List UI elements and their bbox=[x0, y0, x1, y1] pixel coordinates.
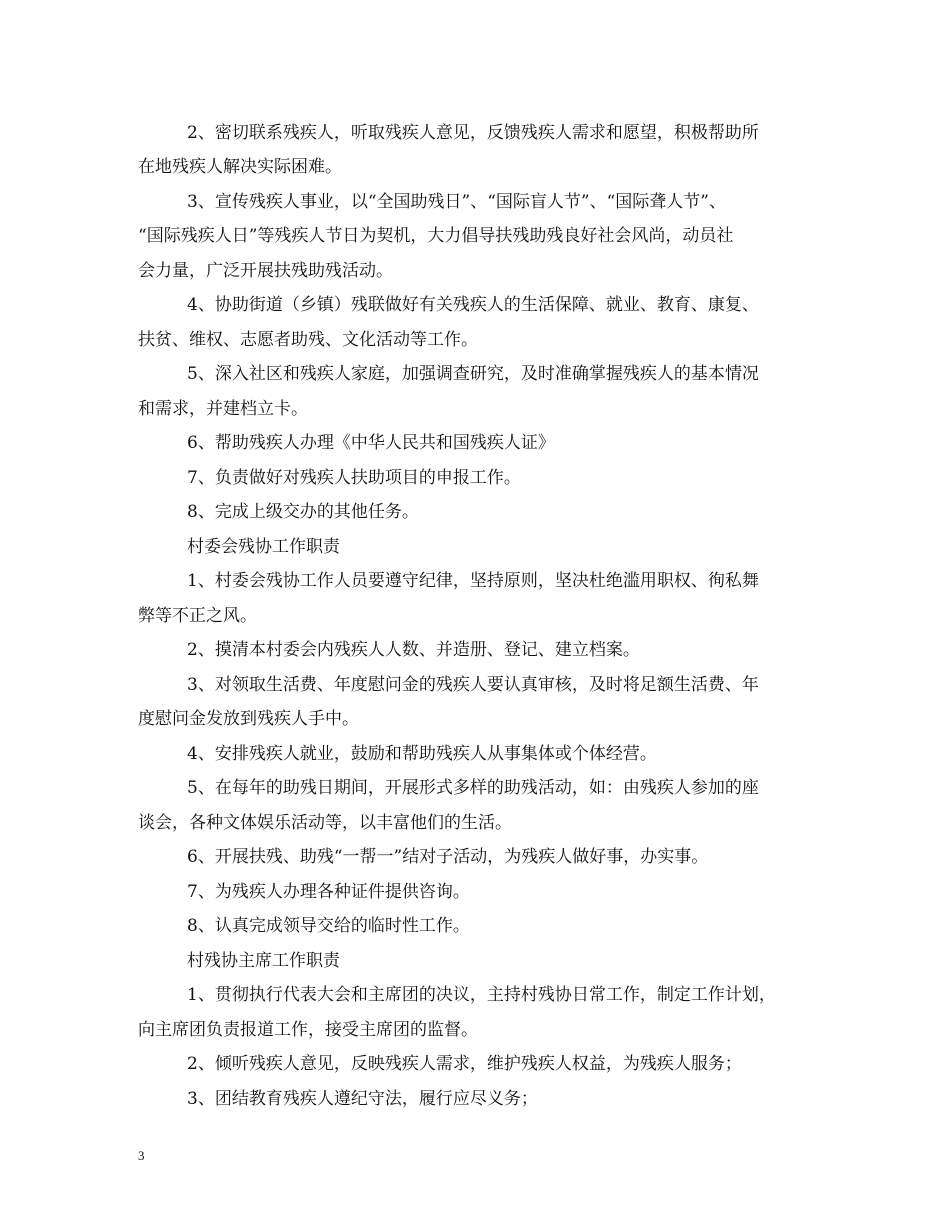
text-line: 和需求，并建档立卡。 bbox=[138, 399, 308, 419]
text-line: 会力量，广泛开展扶残助残活动。 bbox=[138, 261, 393, 281]
text-line: 2、密切联系残疾人，听取残疾人意见，反馈残疾人需求和愿望，积极帮助所 bbox=[187, 123, 759, 143]
text-line: 5、深入社区和残疾人家庭，加强调查研究，及时准确掌握残疾人的基本情况 bbox=[187, 364, 759, 384]
text-line: 1、贯彻执行代表大会和主席团的决议，主持村残协日常工作，制定工作计划， bbox=[187, 985, 776, 1005]
section-heading: 村委会残协工作职责 bbox=[187, 537, 340, 557]
text-line: 4、安排残疾人就业，鼓励和帮助残疾人从事集体或个体经营。 bbox=[187, 744, 657, 764]
text-line: 在地残疾人解决实际困难。 bbox=[138, 157, 342, 177]
text-line: 7、负责做好对残疾人扶助项目的申报工作。 bbox=[187, 468, 521, 488]
text-line: 6、开展扶残、助残“一帮一”结对子活动，为残疾人做好事，办实事。 bbox=[187, 847, 709, 867]
text-line: 谈会，各种文体娱乐活动等，以丰富他们的生活。 bbox=[138, 813, 512, 833]
text-line: “国际残疾人日”等残疾人节日为契机，大力倡导扶残助残良好社会风尚，动员社 bbox=[138, 226, 734, 246]
text-line: 2、摸清本村委会内残疾人人数、并造册、登记、建立档案。 bbox=[187, 640, 640, 660]
text-line: 6、帮助残疾人办理《中华人民共和国残疾人证》 bbox=[187, 433, 555, 453]
text-line: 4、协助街道（乡镇）残联做好有关残疾人的生活保障、就业、教育、康复、 bbox=[187, 295, 759, 315]
text-line: 度慰问金发放到残疾人手中。 bbox=[138, 709, 359, 729]
section-heading: 村残协主席工作职责 bbox=[187, 951, 340, 971]
text-line: 5、在每年的助残日期间，开展形式多样的助残活动，如：由残疾人参加的座 bbox=[187, 778, 759, 798]
text-line: 8、完成上级交办的其他任务。 bbox=[187, 502, 419, 522]
text-line: 1、村委会残协工作人员要遵守纪律，坚持原则，坚决杜绝滥用职权、徇私舞 bbox=[187, 571, 759, 591]
text-line: 扶贫、维权、志愿者助残、文化活动等工作。 bbox=[138, 330, 478, 350]
text-line: 8、认真完成领导交给的临时性工作。 bbox=[187, 916, 470, 936]
text-line: 弊等不正之风。 bbox=[138, 606, 257, 626]
text-line: 3、对领取生活费、年度慰问金的残疾人要认真审核，及时将足额生活费、年 bbox=[187, 675, 759, 695]
text-line: 3、团结教育残疾人遵纪守法，履行应尽义务； bbox=[187, 1089, 538, 1109]
page-number: 3 bbox=[138, 1148, 145, 1163]
text-line: 2、倾听残疾人意见，反映残疾人需求，维护残疾人权益，为残疾人服务； bbox=[187, 1054, 742, 1074]
text-line: 7、为残疾人办理各种证件提供咨询。 bbox=[187, 882, 470, 902]
text-line: 3、宣传残疾人事业，以“全国助残日”、“国际盲人节”、“国际聋人节”、 bbox=[187, 192, 726, 212]
text-line: 向主席团负责报道工作，接受主席团的监督。 bbox=[138, 1020, 478, 1040]
